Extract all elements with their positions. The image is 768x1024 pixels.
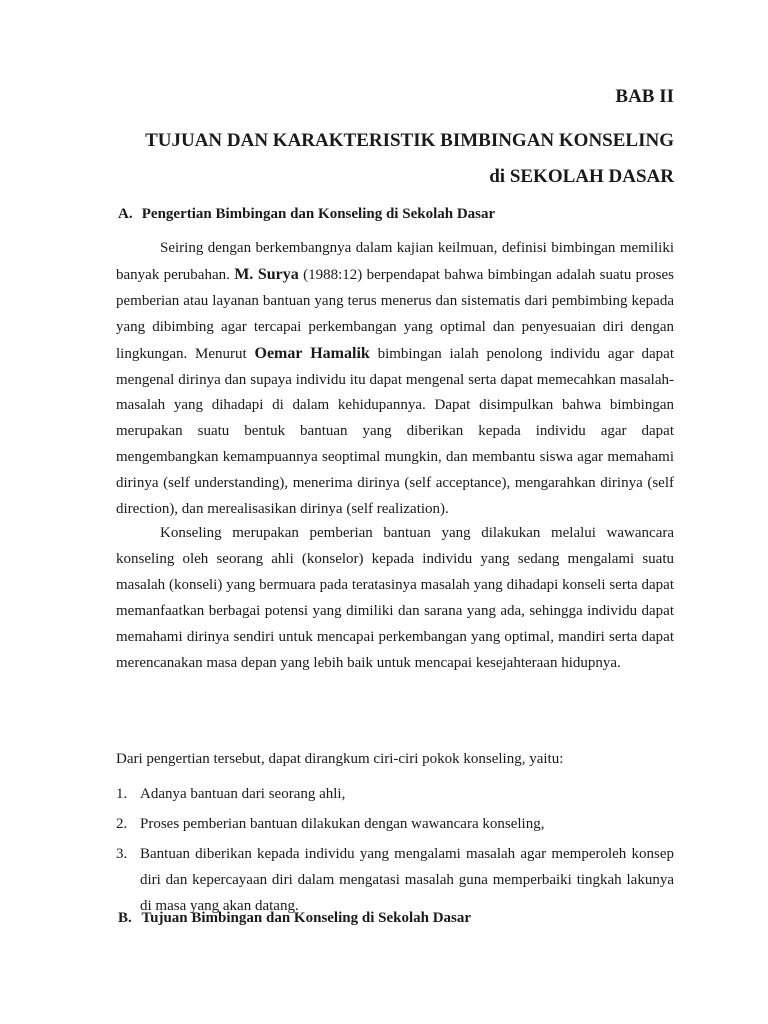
list-item <box>116 842 674 920</box>
list-item-number: 2. <box>116 815 128 832</box>
paragraph-bimbingan <box>116 236 674 523</box>
section-b-title: Tujuan Bimbingan dan Konseling di Sekolah Dasar <box>141 910 472 926</box>
paragraph-summary-intro: Dari pengertian tersebut, dapat dirangkum ciri-ciri pokok konseling, yaitu: <box>116 751 564 767</box>
para1-text1: Seiring dengan berkembangnya dalam kajian keilmuan, definisi bimbingan memiliki banyak perubahan. <box>116 240 674 283</box>
para1-text2: (1988:12) berpendapat bahwa bimbingan adalah suatu proses pemberian atau layanan bantuan yang terus menerus dan sistematis dari pembimbing kepada yang dibimbing agar tercapai perkembangan yang optimal dan penyesuaian diri dengan lingkungan. Menurut <box>116 266 675 362</box>
section-a-marker: A. <box>118 206 133 222</box>
list-item-number: 1. <box>116 786 128 802</box>
author-name-hamalik: Oemar Hamalik <box>254 344 370 362</box>
section-a-heading <box>118 206 495 223</box>
author-name-surya: M. Surya <box>234 265 299 283</box>
chapter-label: BAB II <box>615 86 674 107</box>
paragraph-konseling: Konseling merupakan pemberian bantuan yang dilakukan melalui wawancara konseling oleh seorang ahli (konselor) kepada individu yang sedang mengalami suatu masalah (konseli) yang bermuara pada teratasinya masalah yang dihadapi konseli serta dapat memanfaatkan berbagai potensi yang dimiliki dan sarana yang ada, sehingga individu dapat memahami dirinya sendiri untuk mencapai perkembangan yang optimal, mandiri serta dapat merencanakan masa depan yang lebih baik untuk mencapai kesejahteraan hidupnya. <box>116 525 674 671</box>
list-item-text: Proses pemberian bantuan dilakukan dengan wawancara konseling, <box>140 815 545 832</box>
ciri-konseling-list <box>116 782 674 924</box>
section-a-title: Pengertian Bimbingan dan Konseling di Sekolah Dasar <box>141 206 496 222</box>
list-item-text: Bantuan diberikan kepada individu yang mengalami masalah agar memperoleh konsep diri dan kepercayaan diri dalam mengatasi masalah guna memperbaiki tingkah lakunya di masa yang akan datang. <box>140 845 674 914</box>
chapter-title-line2: di SEKOLAH DASAR <box>489 166 674 187</box>
list-item <box>116 812 674 838</box>
list-item <box>116 782 674 808</box>
section-b-marker: B. <box>118 910 132 926</box>
list-item-text: Adanya bantuan dari seorang ahli, <box>140 786 346 802</box>
chapter-title-line1: TUJUAN DAN KARAKTERISTIK BIMBINGAN KONSELING <box>145 130 674 151</box>
section-b-heading <box>118 910 471 927</box>
list-item-number: 3. <box>116 845 128 862</box>
para1-text3: bimbingan ialah penolong individu agar dapat mengenal dirinya dan supaya individu itu dapat mengenal serta dapat memecahkan masalah-masalah yang dihadapi di dalam kehidupannya. Dapat disimpulkan bahwa bimbingan merupakan suatu bentuk bantuan yang diberikan kepada individu agar dapat mengembangkan kemampuannya seoptimal mungkin, dan membantu siswa agar memahami dirinya (self understanding), menerima dirinya (self acceptance), mengarahkan dirinya (self direction), dan merealisasikan dirinya (self realization). <box>116 345 674 518</box>
